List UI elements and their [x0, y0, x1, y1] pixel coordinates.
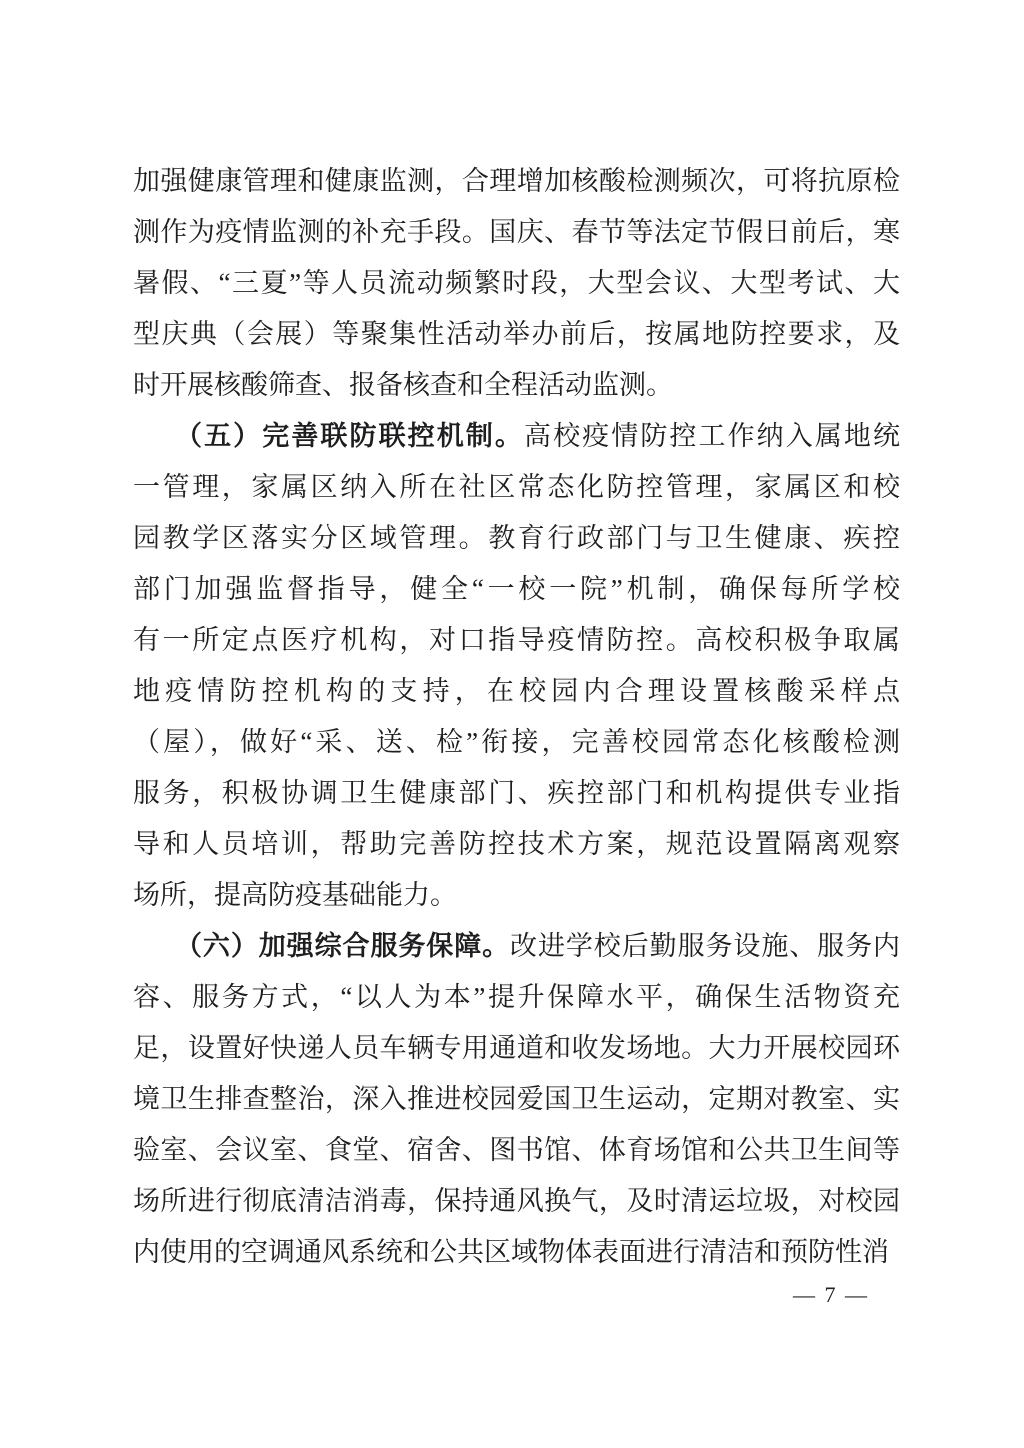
text-line: 境卫生排查整治，深入推进校园爱国卫生运动，定期对教室、实 [133, 1084, 900, 1114]
text-line: 测作为疫情监测的补充手段。国庆、春节等法定节假日前后，寒 [133, 217, 900, 247]
text-line: 导和人员培训，帮助完善防控技术方案，规范设置隔离观察 [133, 829, 900, 859]
text-line: 园教学区落实分区域管理。教育行政部门与卫生健康、疾控 [133, 523, 900, 553]
text-line: 地疫情防控机构的支持，在校园内合理设置核酸采样点 [133, 676, 900, 706]
text-line: 服务，积极协调卫生健康部门、疾控部门和机构提供专业指 [133, 778, 900, 808]
text-line: 暑假、“三夏”等人员流动频繁时段，大型会议、大型考试、大 [133, 268, 900, 298]
section-heading-lead: （五）完善联防联控机制。 [175, 421, 524, 451]
page-number: — 7 — [793, 1282, 869, 1307]
text-line: 部门加强监督指导，健全“一校一院”机制，确保每所学校 [133, 574, 900, 604]
text-line: 验室、会议室、食堂、宿舍、图书馆、体育场馆和公共卫生间等 [133, 1135, 900, 1165]
text-line: （五）完善联防联控机制。高校疫情防控工作纳入属地统 [175, 421, 900, 451]
text-line: 足，设置好快递人员车辆专用通道和收发场地。大力开展校园环 [133, 1033, 900, 1063]
text-line: 场所，提高防疫基础能力。 [133, 880, 457, 910]
section-heading-lead: （六）加强综合服务保障。 [175, 931, 511, 961]
text-line: 加强健康管理和健康监测，合理增加核酸检测频次，可将抗原检 [133, 166, 900, 196]
text-line: 一管理，家属区纳入所在社区常态化防控管理，家属区和校 [133, 472, 900, 502]
text-line: 容、服务方式，“以人为本”提升保障水平，确保生活物资充 [133, 982, 900, 1012]
text-line: 场所进行彻底清洁消毒，保持通风换气，及时清运垃圾，对校园 [133, 1186, 900, 1216]
text-line: （屋），做好“采、送、检”衔接，完善校园常态化核酸检测 [133, 727, 900, 757]
document-body [133, 156, 900, 1278]
text-line: 内使用的空调通风系统和公共区域物体表面进行清洁和预防性消 [133, 1237, 889, 1267]
text-line: 有一所定点医疗机构，对口指导疫情防控。高校积极争取属 [133, 625, 900, 655]
text-line: 型庆典（会展）等聚集性活动举办前后，按属地防控要求，及 [133, 319, 900, 349]
text-line: （六）加强综合服务保障。改进学校后勤服务设施、服务内 [175, 931, 900, 961]
text-line: 时开展核酸筛查、报备核查和全程活动监测。 [133, 370, 673, 400]
